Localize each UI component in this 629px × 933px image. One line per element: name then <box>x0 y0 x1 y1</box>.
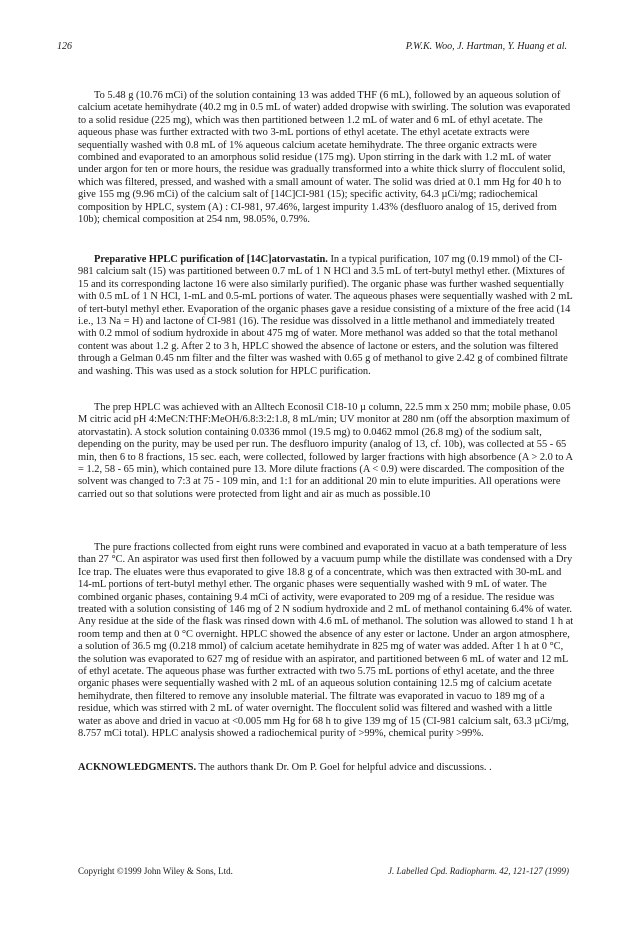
paragraph-text: To 5.48 g (10.76 mCi) of the solution containing 13 was added THF (6 mL), followed by an aqueous solution of calcium acetate hemihydrate (40.2 mg in 0.5 mL of water) added dropwise with swirling. The solution was evaporated to a solid residue (225 mg), which was then partitioned between 1.2 mL of water and 6 mL of ethyl acetate. The aqueous phase was further extracted with two 3-mL portions of ethyl acetate. The ethyl acetate extracts were sequentially washed with 0.8 mL of 1% aqueous calcium acetate hemihydrate. The three organic extracts were combined and evaporated to an amorphous solid residue (175 mg). Upon stirring in the dark with 1.2 mL of water under argon for ten or more hours, the residue was gradually transformed into a white thick slurry of flocculent solid, which was filtered, pressed, and washed with a small amount of water. The solid was dried at 0.1 mm Hg for 40 h to give 155 mg (9.96 mCi) of the calcium salt of [14C]CI-981 (15); specific activity, 64.3 µCi/mg; radiochemical composition by HPLC, system (A) : CI-981, 97.46%, largest impurity 1.43% (desfluoro analog of 15, derived from 10b); chemical composition at 254 nm, 98.05%, 0.79%. <box>78 90 571 226</box>
footer-copyright: Copyright ©1999 John Wiley & Sons, Ltd. <box>78 866 233 876</box>
paragraph-text: The pure fractions collected from eight runs were combined and evaporated in vacuo at a bath temperature of less than 27 °C. An aspirator was used first then followed by a vacuum pump while the distillate was condensed with a Dry Ice trap. The eluates were thus evaporated to give 18.8 g of a concentrate, which was then extracted with 30-mL and 14-mL portions of tert-butyl methyl ether. The organic phases were sequentially washed with 9 mL of water. The combined organic phases, containing 9.4 mCi of activity, were evaporated to 209 mg of a residue. The residue was treated with a solution consisting of 146 mg of 2 N sodium hydroxide and 2 mL of methanol containing 6.4% of water. Any residue at the side of the flask was rinsed down with 4.6 mL of methanol. The solution was allowed to stand 1 h at room temp and then at 0 °C overnight. HPLC showed the absence of any ester or lactone. Under an argon atmosphere, a solution of 36.5 mg (0.218 mmol) of calcium acetate hemihydrate in 825 mg of water was added. After 1 h at 0 °C, the solution was evaporated to 627 mg of residue with an aspirator, and partitioned between 6 mL of water and 12 mL of ethyl acetate. The aqueous phase was further extracted with two 5.75 mL portions of ethyl acetate, and the three organic phases were sequentially washed with 2 mL of an aqueous solution containing 12.5 mg of calcium acetate hemihydrate, then filtered to remove any insoluble material. The filtrate was evaporated in vacuo to 189 mg of a residue, which was stirred with 2 mL of water overnight. The flocculent solid was filtered and washed with a little water as above and dried in vacuo at <0.005 mm Hg for 68 h to give 139 mg of 15 (CI-981 calcium salt, 63.3 µCi/mg, 8.757 mCi total). HPLC analysis showed a radiochemical purity of >99%, chemical purity >99%. <box>78 542 574 740</box>
paragraph-preparative-hplc <box>78 254 574 378</box>
paragraph-text: The authors thank Dr. Om P. Goel for helpful advice and discussions. . <box>196 762 492 773</box>
footer-citation: J. Labelled Cpd. Radiopharm. 42, 121-127 (1999) <box>388 866 569 876</box>
page-number: 126 <box>57 41 72 52</box>
paragraph-acknowledgments <box>78 762 574 774</box>
paragraph-calcium-salt-preparation <box>78 90 574 226</box>
paragraph-pure-fractions <box>78 542 574 741</box>
paragraph-text: The prep HPLC was achieved with an Alltech Econosil C18-10 µ column, 22.5 mm x 250 mm; mobile phase, 0.05 M citric acid pH 4:MeCN:THF:MeOH/6.8:3:2:1.8, 8 mL/min; UV monitor at 280 nm (off the absorption maximum of atorvastatin). A stock solution containing 0.0336 mmol (19.5 mg) to 0.0462 mmol (26.8 mg) of the sodium salt, depending on the purity, may be used per run. The desfluoro impurity (analog of 13, cf. 10b), was collected at 55 - 65 min, then 6 to 8 fractions, 15 sec. each, were collected, followed by larger fractions with high absorbence (A > 2.0 to A = 1.2, 58 - 65 min), which contained pure 13. More dilute fractions (A < 0.9) were discarded. The composition of the solvent was changed to 7:3 at 75 - 109 min, and 1:1 for an additional 20 min to elute impurities. All operations were carried out so that solutions were protected from light and air as much as possible.10 <box>78 402 573 500</box>
acknowledgments-heading: ACKNOWLEDGMENTS. <box>78 762 197 773</box>
paragraph-prep-hplc-conditions <box>78 402 574 501</box>
paragraph-text: In a typical purification, 107 mg (0.19 mmol) of the CI-981 calcium salt (15) was partitioned between 0.7 mL of 1 N HCl and 3.5 mL of tert-butyl methyl ether. (Mixtures of 15 and its corresponding lactone 16 were also similarly purified). The organic phase was further washed sequentially with 0.5 mL of 1 N HCl, 1-mL and 0.5-mL portions of water. The aqueous phases were sequentially washed with 2 mL of tert-butyl methyl ether. Evaporation of the organic phases gave a residue consisting of a mixture of the free acid (14 i.e., 13 Na = H) and lactone of CI-981 (16). The residue was dissolved in a little methanol and immediately treated with 0.2 mmol of sodium hydroxide in about 475 mg of water. More methanol was added so that the total methanol content was about 1.2 g. After 2 to 3 h, HPLC showed the absence of lactone or esters, and the solution was filtered through a Gelman 0.45 nm filter and the filter was washed with 0.65 g of methanol to give 2.42 g of combined filtrate and washing. This was used as a stock solution for HPLC purification. <box>78 254 573 377</box>
section-heading: Preparative HPLC purification of [14C]atorvastatin. <box>94 254 328 265</box>
running-header-authors: P.W.K. Woo, J. Hartman, Y. Huang et al. <box>405 41 567 52</box>
